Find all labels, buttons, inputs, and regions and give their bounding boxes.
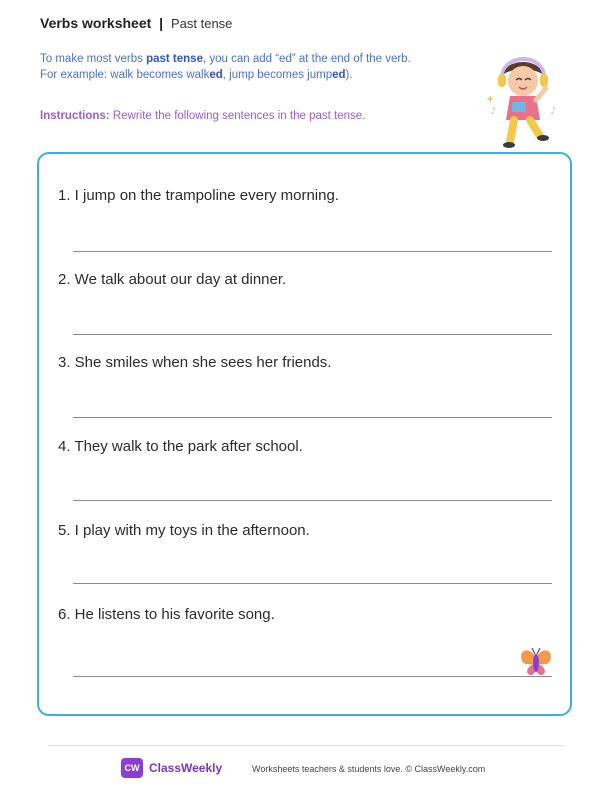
question-1: 1. I jump on the trampoline every morning. xyxy=(58,187,339,204)
footer-tagline: Worksheets teachers & students love. © ClassWeekly.com xyxy=(252,764,486,774)
question-5: 5. I play with my toys in the afternoon. xyxy=(58,522,310,539)
intro-line-2-c: ). xyxy=(345,69,353,81)
question-3: 3. She smiles when she sees her friends. xyxy=(58,354,332,371)
instructions-label: Instructions: xyxy=(40,110,110,122)
intro-line-2-bold-2: ed xyxy=(332,69,346,81)
intro-line-2-b: , jump becomes jump xyxy=(222,69,333,81)
intro-line-1-a: To make most verbs xyxy=(40,53,147,65)
question-6: 6. He listens to his favorite song. xyxy=(58,606,275,623)
worksheet-header xyxy=(40,13,232,34)
footer-divider xyxy=(48,745,564,746)
answer-line-4[interactable] xyxy=(73,500,552,501)
intro-line-2-a: For example: walk becomes walk xyxy=(40,69,210,81)
questions-box xyxy=(37,152,572,716)
instructions-text: Rewrite the following sentences in the past tense. xyxy=(109,110,366,122)
intro-line-1 xyxy=(40,51,480,67)
worksheet-title: Verbs worksheet xyxy=(40,15,152,31)
question-4: 4. They walk to the park after school. xyxy=(58,438,303,455)
svg-text:♪: ♪ xyxy=(550,106,557,117)
answer-line-2[interactable] xyxy=(73,334,552,335)
butterfly-illustration xyxy=(518,643,554,679)
header-separator: | xyxy=(159,15,164,31)
instructions xyxy=(40,108,365,124)
svg-text:♪: ♪ xyxy=(490,106,497,117)
answer-line-3[interactable] xyxy=(73,417,552,418)
intro-line-1-b: , you can add “ed” at the end of the verb. xyxy=(202,53,411,65)
worksheet-subtitle: Past tense xyxy=(170,16,233,31)
brand-name: ClassWeekly xyxy=(149,761,223,775)
classweekly-logo: CW xyxy=(121,758,143,778)
svg-text:+: + xyxy=(486,94,495,105)
intro-text xyxy=(40,51,480,83)
child-with-headphones-illustration xyxy=(482,44,564,152)
intro-line-2-bold-1: ed xyxy=(209,69,223,81)
answer-line-6[interactable] xyxy=(73,676,552,677)
intro-line-2 xyxy=(40,67,480,83)
answer-line-1[interactable] xyxy=(73,251,552,252)
question-2: 2. We talk about our day at dinner. xyxy=(58,271,287,288)
intro-line-1-bold: past tense xyxy=(146,53,203,65)
answer-line-5[interactable] xyxy=(73,583,552,584)
